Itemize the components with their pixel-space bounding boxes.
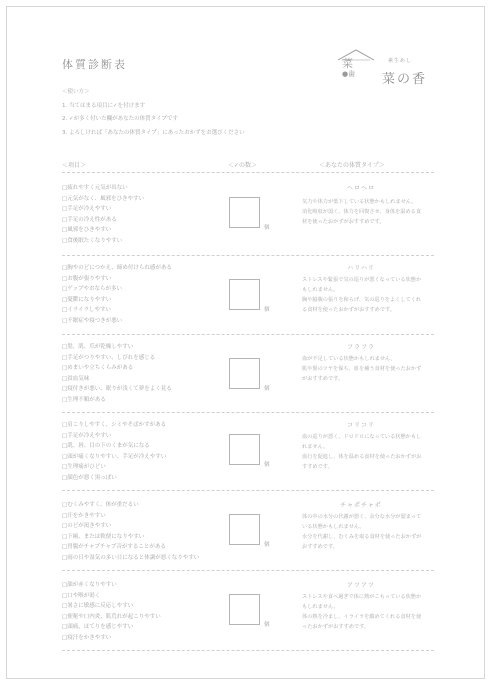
section-furafura xyxy=(62,342,434,412)
count-box[interactable] xyxy=(229,197,260,228)
checklist-item[interactable]: □顔色が悪く黒っぽい xyxy=(62,474,117,481)
description-line: ストレスや緊張で気の巡りが悪くなっている状態かもしれません。 xyxy=(302,277,422,293)
checklist-item[interactable]: □お腹が張りやすい xyxy=(62,275,112,282)
column-header-items: ＜項目＞ xyxy=(62,162,87,169)
type-description xyxy=(302,432,426,472)
type-description xyxy=(302,512,426,552)
checklist-item[interactable]: □むくみやすく、体が重だるい xyxy=(62,502,139,508)
section-harihari xyxy=(62,263,434,333)
type-description xyxy=(302,354,426,384)
divider xyxy=(62,650,434,651)
checklist-item[interactable]: □生理不順がある xyxy=(62,396,106,403)
section-korikori xyxy=(62,420,434,490)
type-name: ハリハリ xyxy=(347,265,375,272)
count-unit: 個 xyxy=(264,225,270,231)
checklist-item[interactable]: □ゲップやおならが多い xyxy=(62,286,122,292)
section-herohero xyxy=(62,183,434,253)
type-name: コリコリ xyxy=(347,422,375,429)
count-box[interactable] xyxy=(229,279,260,310)
count-box[interactable] xyxy=(229,358,260,389)
count-unit: 個 xyxy=(264,542,270,548)
checklist-item[interactable]: □寝汗をかきやすい xyxy=(62,634,112,641)
count-unit: 個 xyxy=(264,386,270,392)
checklist xyxy=(62,342,172,405)
checklist-item[interactable]: □貧血気味 xyxy=(62,375,90,382)
description-line: ストレスや食べ過ぎで体に熱がこもっている状態かもしれません。 xyxy=(302,594,422,610)
divider xyxy=(62,490,434,491)
checklist-item[interactable]: □下痢、または軟便になりやすい xyxy=(62,533,145,540)
checklist-item[interactable]: □風邪をひきやすい xyxy=(62,227,112,233)
logo-mark-bottom: ●歯 xyxy=(342,70,356,78)
divider xyxy=(62,255,434,256)
divider xyxy=(62,334,434,335)
checklist-item[interactable]: □便秘や口内炎、肌荒れが起こりやすい xyxy=(62,613,161,620)
instructions-heading: ＜使い方＞ xyxy=(62,89,90,95)
logo-mark-top: 菜 xyxy=(342,57,353,70)
count-box[interactable] xyxy=(229,434,260,465)
description-line: 気力や体力が低下している状態かもしれません。 xyxy=(302,199,417,205)
type-name: アツアツ xyxy=(346,582,375,589)
description-line: 体の熱を冷まし、イライラを鎮めてくれる食材を使ったおかずがおすすめです。 xyxy=(302,614,422,630)
checklist-item[interactable]: □手足の冷え性がある xyxy=(62,216,117,223)
logo-small-text: 素生めし xyxy=(388,58,413,64)
checklist xyxy=(62,420,166,483)
checklist xyxy=(62,580,161,643)
logo xyxy=(336,48,446,90)
count-box[interactable] xyxy=(229,514,260,545)
checklist-item[interactable]: □元気がなく、風邪をひきやすい xyxy=(62,195,145,202)
column-header-count: ＜✓の数＞ xyxy=(228,162,258,169)
description-line: 体の中の水分の代謝が悪く、余分な水分が溜まっている状態かもしれません。 xyxy=(302,514,422,530)
brand-name: 菜の香 xyxy=(382,72,428,87)
checklist-item[interactable]: □頭痛、ほてりを感じやすい xyxy=(62,624,134,630)
instruction-step: 1. 当てはまる項目に✓を付けます xyxy=(62,102,146,109)
checklist xyxy=(62,183,144,246)
instructions xyxy=(62,86,245,140)
description-line: 肌や髪のツヤを保ち、血を補う食材を使ったおかずがおすすめです。 xyxy=(302,366,422,382)
page-title: 体質診断表 xyxy=(62,58,127,71)
checklist-item[interactable]: □不眠症や寝つきが悪い xyxy=(62,317,123,324)
description-line: 水分を代謝し、むくみを取る食材を使ったおかずがおすすめです。 xyxy=(302,534,422,550)
description-line: 消化吸収が弱く、体力を回復させ、身体を温める食材を使ったおかずがおすすめです。 xyxy=(302,209,422,225)
checklist-item[interactable]: □胃腸がチャプチャプ音がすることがある xyxy=(62,544,166,550)
checklist-item[interactable]: □手足が冷えやすい xyxy=(62,432,112,439)
type-description xyxy=(302,592,426,632)
description-line: 血行を促進し、体を温める食材を使ったおかずがおすすめです。 xyxy=(302,454,422,470)
checklist-item[interactable]: □手足が冷えやすい xyxy=(62,206,112,212)
logo-mark xyxy=(342,58,355,80)
checklist-item[interactable]: □髪、肌、爪が乾燥しやすい xyxy=(62,344,134,350)
divider xyxy=(62,412,434,413)
checklist-item[interactable]: □憂鬱になりやすい xyxy=(62,296,112,303)
checklist-item[interactable]: □食後眠たくなりやすい xyxy=(62,237,123,244)
checklist-item[interactable]: □疲れやすく元気が出ない xyxy=(62,185,128,191)
checklist-item[interactable]: □頭が痛くなりやすい、手足が冷えやすい xyxy=(62,453,167,460)
description-line: 血が不足している状態かもしれません。 xyxy=(302,356,396,362)
type-description xyxy=(302,197,426,227)
type-name: フラフラ xyxy=(346,344,375,351)
count-box[interactable] xyxy=(229,594,260,625)
checklist-item[interactable]: □めまいや立ちくらみがある xyxy=(62,365,134,371)
checklist-item[interactable]: □口や喉が渇く xyxy=(62,592,101,599)
checklist-item[interactable]: □顔が赤くなりやすい xyxy=(62,582,117,588)
checklist-item[interactable]: □手足がつりやすい、しびれを感じる xyxy=(62,354,156,361)
count-unit: 個 xyxy=(264,622,270,628)
column-header-type: ＜あなたの体質タイプ＞ xyxy=(319,162,385,169)
checklist-item[interactable]: □のどが渇きやすい xyxy=(62,523,112,529)
checklist-item[interactable]: □肩こりしやすく、シミやそばかすがある xyxy=(62,422,167,428)
checklist xyxy=(62,500,199,563)
section-chapochapo xyxy=(62,500,434,570)
divider xyxy=(62,172,434,173)
checklist xyxy=(62,263,172,326)
checklist-item[interactable]: □肌、唇、目の下のくまが気になる xyxy=(62,443,150,449)
section-atsuatsu xyxy=(62,580,434,650)
count-unit: 個 xyxy=(264,307,270,313)
checklist-item[interactable]: □汗をかきやすい xyxy=(62,512,106,519)
instruction-step: 3. よろしければ「あなたの体質タイプ」にあったおかずをお選びください xyxy=(62,129,245,136)
description-line: 血の巡りが悪く、ドロドロになっている状態かもしれません。 xyxy=(302,434,422,450)
checklist-item[interactable]: □寝付きが悪い、眠りが浅くて夢をよく見る xyxy=(62,386,172,392)
checklist-item[interactable]: □雨の日や湿気の多い日になると体調が悪くなりやすい xyxy=(62,554,200,561)
checklist-item[interactable]: □暑さに敏感に反応しやすい xyxy=(62,603,134,609)
checklist-item[interactable]: □胸やのどにつかえ、締め付けられ感がある xyxy=(62,265,172,271)
type-description xyxy=(302,275,426,315)
type-name: ヘロヘロ xyxy=(346,185,375,192)
checklist-item[interactable]: □生理痛がひどい xyxy=(62,464,106,470)
description-line: 胸や脇腹の張りを和らげ、気の巡りをよくしてくれる食材を使ったおかずがおすすめです。 xyxy=(302,297,422,313)
count-unit: 個 xyxy=(264,462,270,468)
checklist-item[interactable]: □イライラしやすい xyxy=(62,307,112,313)
type-name: チャポチャポ xyxy=(340,502,382,509)
divider xyxy=(62,570,434,571)
instruction-step: 2. ✓が多く付いた欄があなたの体質タイプです xyxy=(62,116,178,122)
